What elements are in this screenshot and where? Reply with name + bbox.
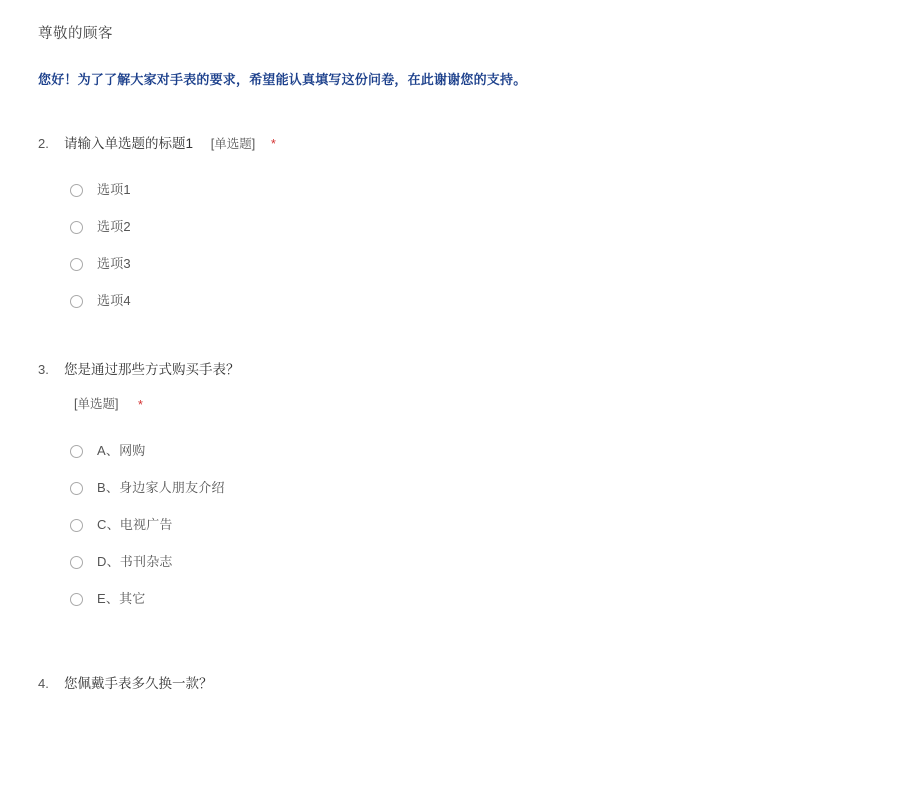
spacer: [0, 628, 900, 656]
question-block-2: [0, 134, 900, 309]
question-header-4: [38, 674, 900, 694]
radio-button-icon[interactable]: [70, 295, 83, 308]
option-row[interactable]: [70, 182, 900, 198]
question-title-2: 请输入单选题的标题1: [64, 136, 194, 151]
question-number-4: 4.: [38, 676, 49, 692]
radio-button-icon[interactable]: [70, 445, 83, 458]
option-label: B、身边家人朋友介绍: [97, 480, 225, 496]
option-label: D、书刊杂志: [97, 554, 173, 570]
question-number-3: 3.: [38, 362, 49, 378]
question-header-3: [38, 360, 900, 415]
option-label: 选项4: [97, 293, 131, 309]
option-label: A、网购: [97, 443, 146, 459]
option-row[interactable]: [70, 443, 900, 459]
options-group-2: [38, 182, 900, 309]
question-body-2: [64, 134, 824, 154]
radio-button-icon[interactable]: [70, 593, 83, 606]
option-row[interactable]: [70, 517, 900, 533]
required-indicator-2: *: [271, 137, 276, 152]
options-group-3: [38, 443, 900, 607]
question-type-tag-2: [单选题]: [210, 137, 256, 151]
survey-title: 尊敬的顾客: [38, 26, 113, 42]
question-body-4: [64, 674, 824, 694]
radio-button-icon[interactable]: [70, 221, 83, 234]
radio-button-icon[interactable]: [70, 519, 83, 532]
question-title-3: 您是通过那些方式购买手表？: [64, 362, 240, 378]
option-row[interactable]: [70, 219, 900, 235]
option-row[interactable]: [70, 256, 900, 272]
question-type-tag-3: [单选题]: [74, 397, 119, 412]
option-label: E、其它: [97, 591, 146, 607]
question-header-2: [38, 134, 900, 154]
option-row[interactable]: [70, 293, 900, 309]
option-row[interactable]: [70, 480, 900, 496]
survey-intro-text: 您好！为了了解大家对手表的要求，希望能认真填写这份问卷，在此谢谢您的支持。: [38, 72, 527, 87]
question-title-4: 您佩戴手表多久换一款？: [64, 676, 213, 692]
radio-button-icon[interactable]: [70, 258, 83, 271]
question-block-3: [0, 360, 900, 607]
radio-button-icon[interactable]: [70, 556, 83, 569]
option-row[interactable]: [70, 554, 900, 570]
radio-button-icon[interactable]: [70, 184, 83, 197]
radio-button-icon[interactable]: [70, 482, 83, 495]
question-body-3: [64, 360, 824, 415]
question-list: [0, 134, 900, 694]
option-row[interactable]: [70, 591, 900, 607]
spacer: [0, 330, 900, 360]
question-number-2: 2.: [38, 136, 49, 151]
option-label: 选项3: [97, 256, 131, 272]
option-label: C、电视广告: [97, 517, 173, 533]
question-block-4: [0, 674, 900, 694]
required-indicator-3: *: [137, 398, 143, 413]
question-type-line-3: [64, 394, 824, 415]
option-label: 选项2: [97, 219, 131, 235]
option-label: 选项1: [97, 182, 131, 198]
